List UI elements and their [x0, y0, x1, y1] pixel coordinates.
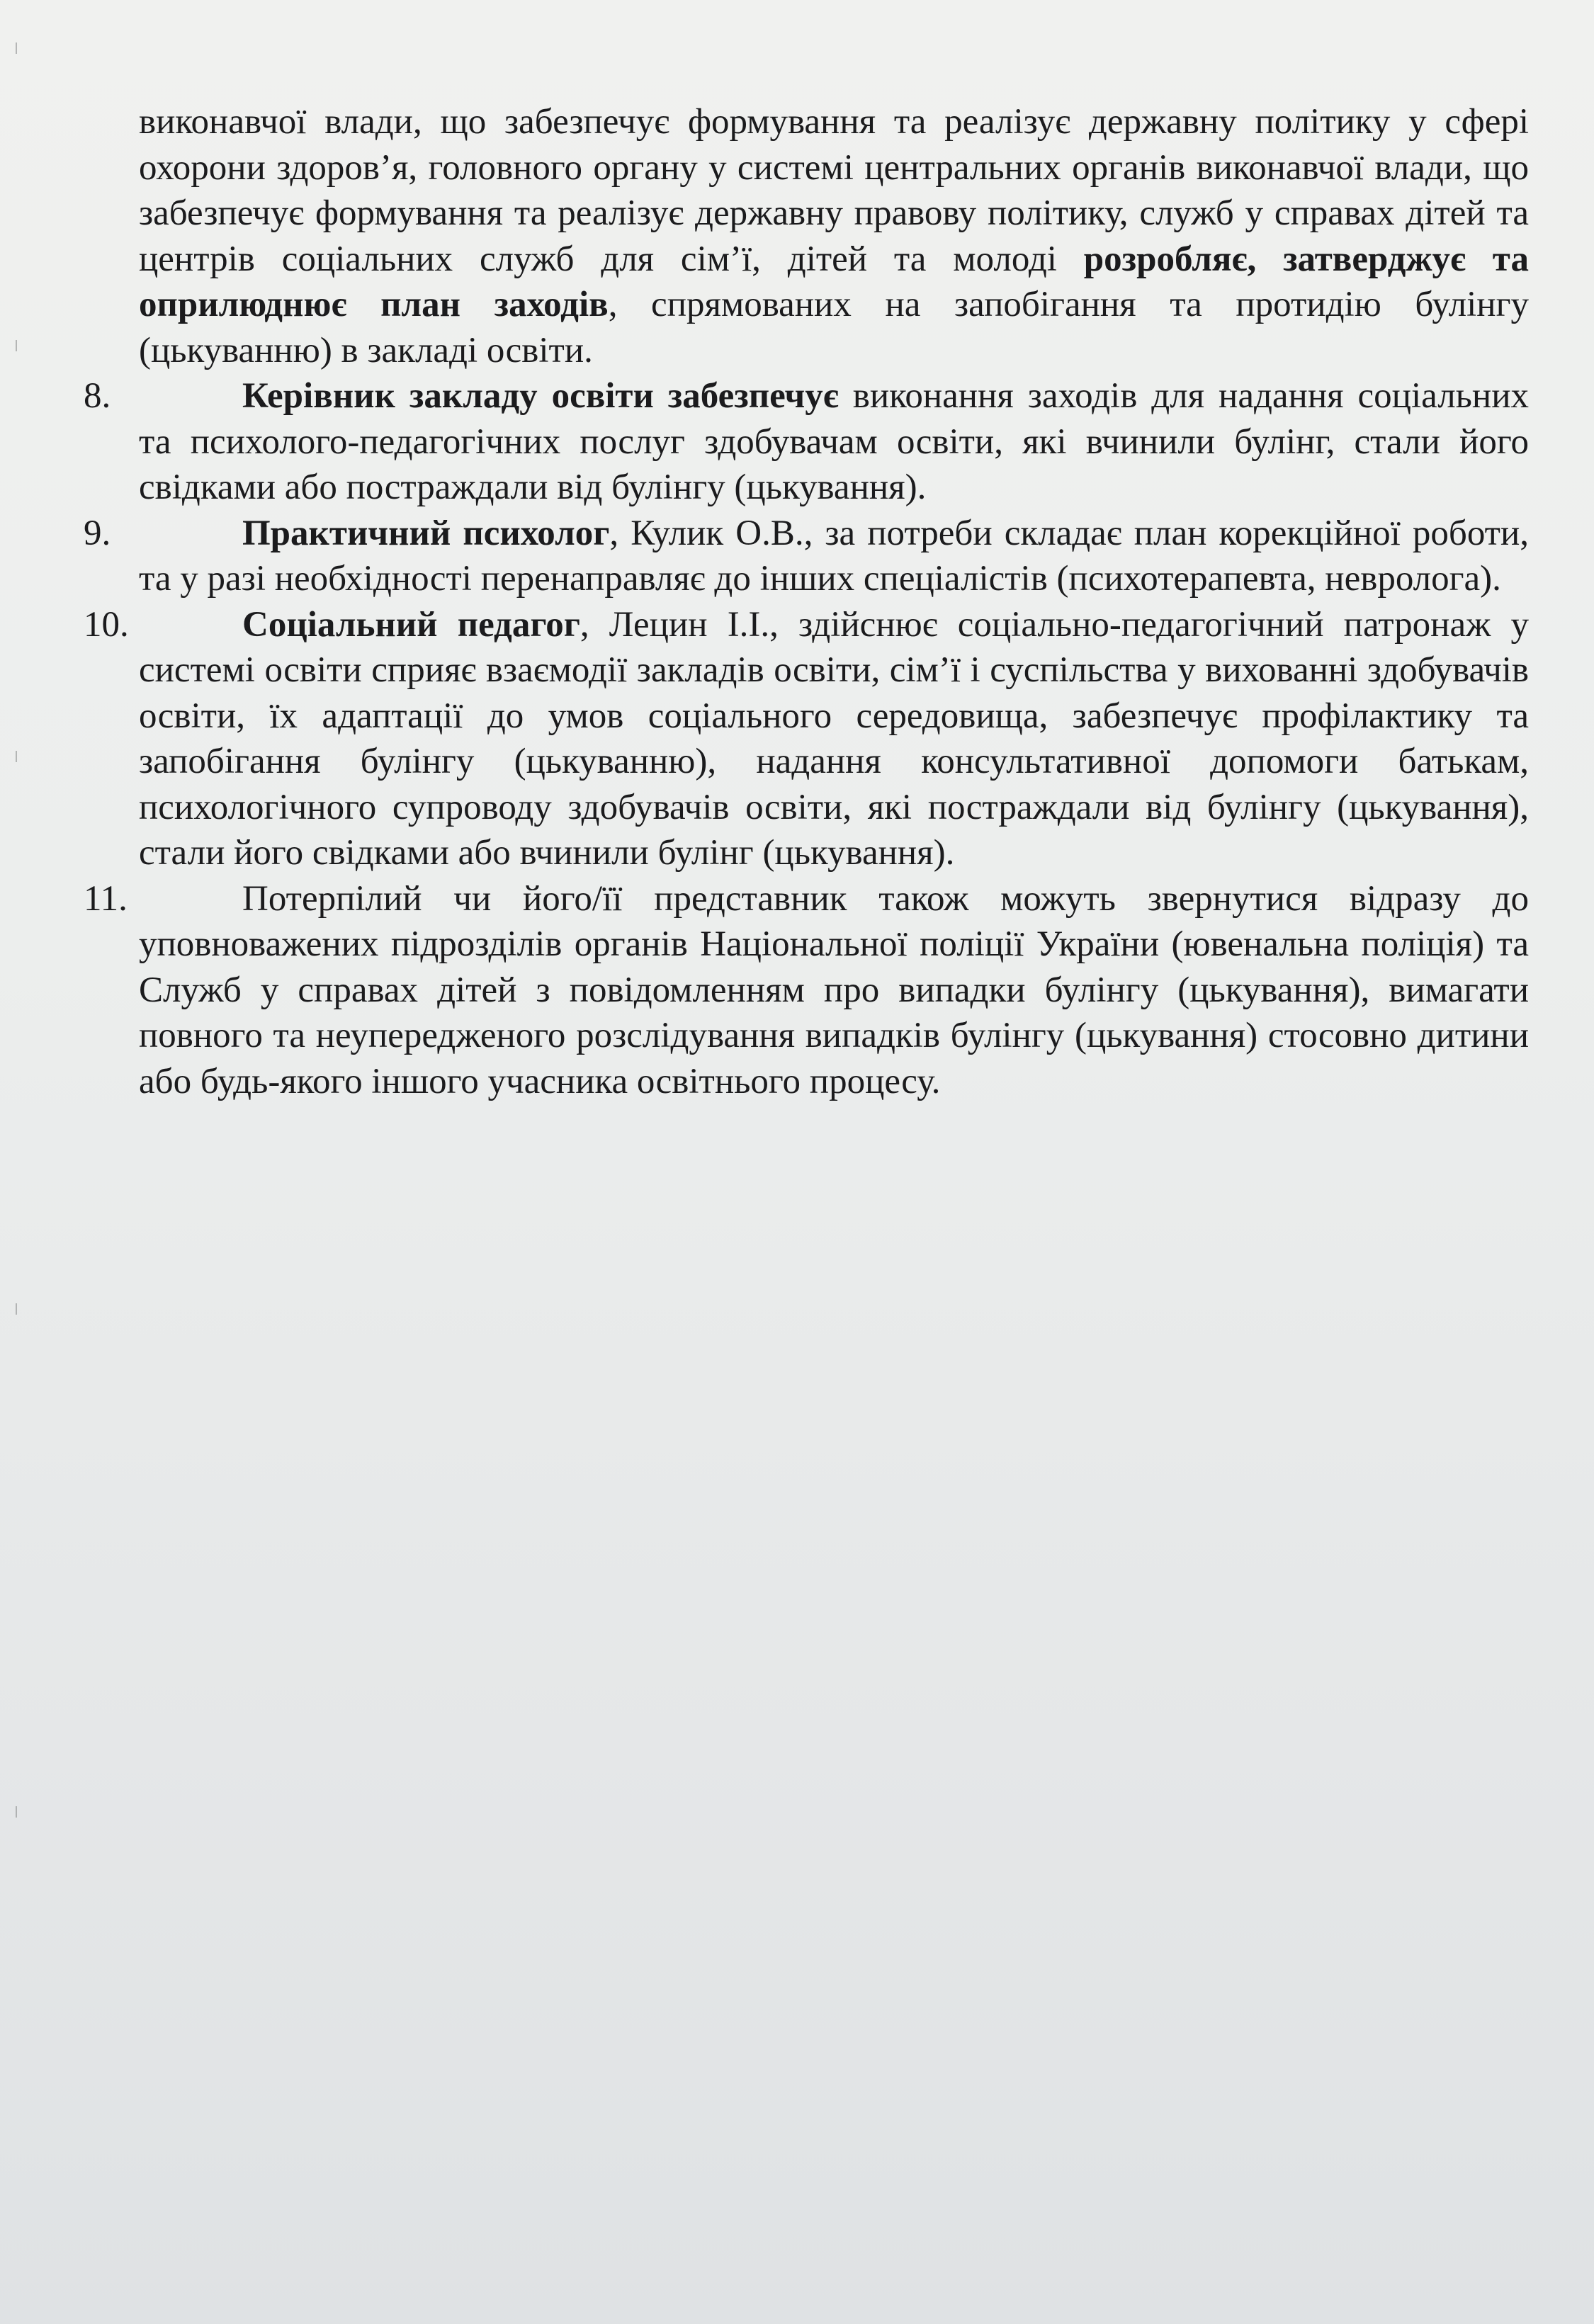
paragraph-text: Потерпілий чи його/її представник також можуть звернутися відразу до уповноважених підрозділів органів Національної поліції України (ювенальна поліція) та Служб у справах дітей з повідомленням про випадки булінгу (цькування), вимагати повного та неупередженого розслідування випадків булінгу (цькування) стосовно дитини або будь-якого іншого учасника освітнього процесу.: [139, 878, 1529, 1101]
margin-mark: [16, 340, 17, 351]
paragraph-9: [84, 511, 1529, 602]
document-body: [84, 99, 1529, 1104]
paragraph-text: , спрямованих на запобігання та протидію булінгу (цькуванню) в закладі освіти.: [139, 285, 1529, 370]
paragraph-bold-text: Керівник закладу освіти забезпечує: [242, 376, 839, 416]
paragraph-10: [84, 602, 1529, 876]
paragraph-bold-text: розробляє, затверджує та оприлюднює план заходів: [139, 239, 1529, 324]
paragraph-text: , Кулик О.В., за потреби складає план корекційної роботи, та у разі необхідності перенаправляє до інших спеціалістів (психотерапевта, невролога).: [139, 513, 1529, 599]
paragraph-bold-text: Практичний психолог: [242, 513, 610, 553]
paragraph-number: 11.: [84, 878, 128, 919]
paragraph-bold-text: Соціальний педагог: [242, 604, 580, 645]
margin-mark: [16, 1303, 17, 1315]
paragraph-number: 9.: [84, 513, 111, 553]
paragraph-text: , Лецин І.І., здійснює соціально-педагогічний патронаж у системі освіти сприяє взаємодії закладів освіти, сім’ї і суспільства у вихованні здобувачів освіти, їх адаптації до умов соціального середовища, забезпечує профілактику та запобігання булінгу (цькуванню), надання консультативної допомоги батькам, психологічного супроводу здобувачів освіти, які постраждали від булінгу (цькування), стали його свідками або вчинили булінг (цькування).: [139, 604, 1529, 873]
paragraph-8: [84, 373, 1529, 511]
paragraph-11: [84, 876, 1529, 1105]
margin-mark: [16, 751, 17, 762]
paragraph-number: 10.: [84, 604, 129, 645]
paragraph-text: виконавчої влади, що забезпечує формування та реалізує державну політику у сфері охорони здоров’я, головного органу у системі центральних органів виконавчої влади, що забезпечує формування та реалізує державну правову політику, служб у справах дітей та центрів соціальних служб для сім’ї, дітей та молоді: [139, 102, 1529, 279]
paragraph-continuation: [84, 99, 1529, 373]
margin-mark: [16, 42, 17, 54]
paragraph-number: 8.: [84, 376, 111, 416]
margin-mark: [16, 1806, 17, 1818]
paragraph-text: виконання заходів для надання соціальних та психолого-педагогічних послуг здобувачам освіти, які вчинили булінг, стали його свідками або постраждали від булінгу (цькування).: [139, 376, 1530, 507]
